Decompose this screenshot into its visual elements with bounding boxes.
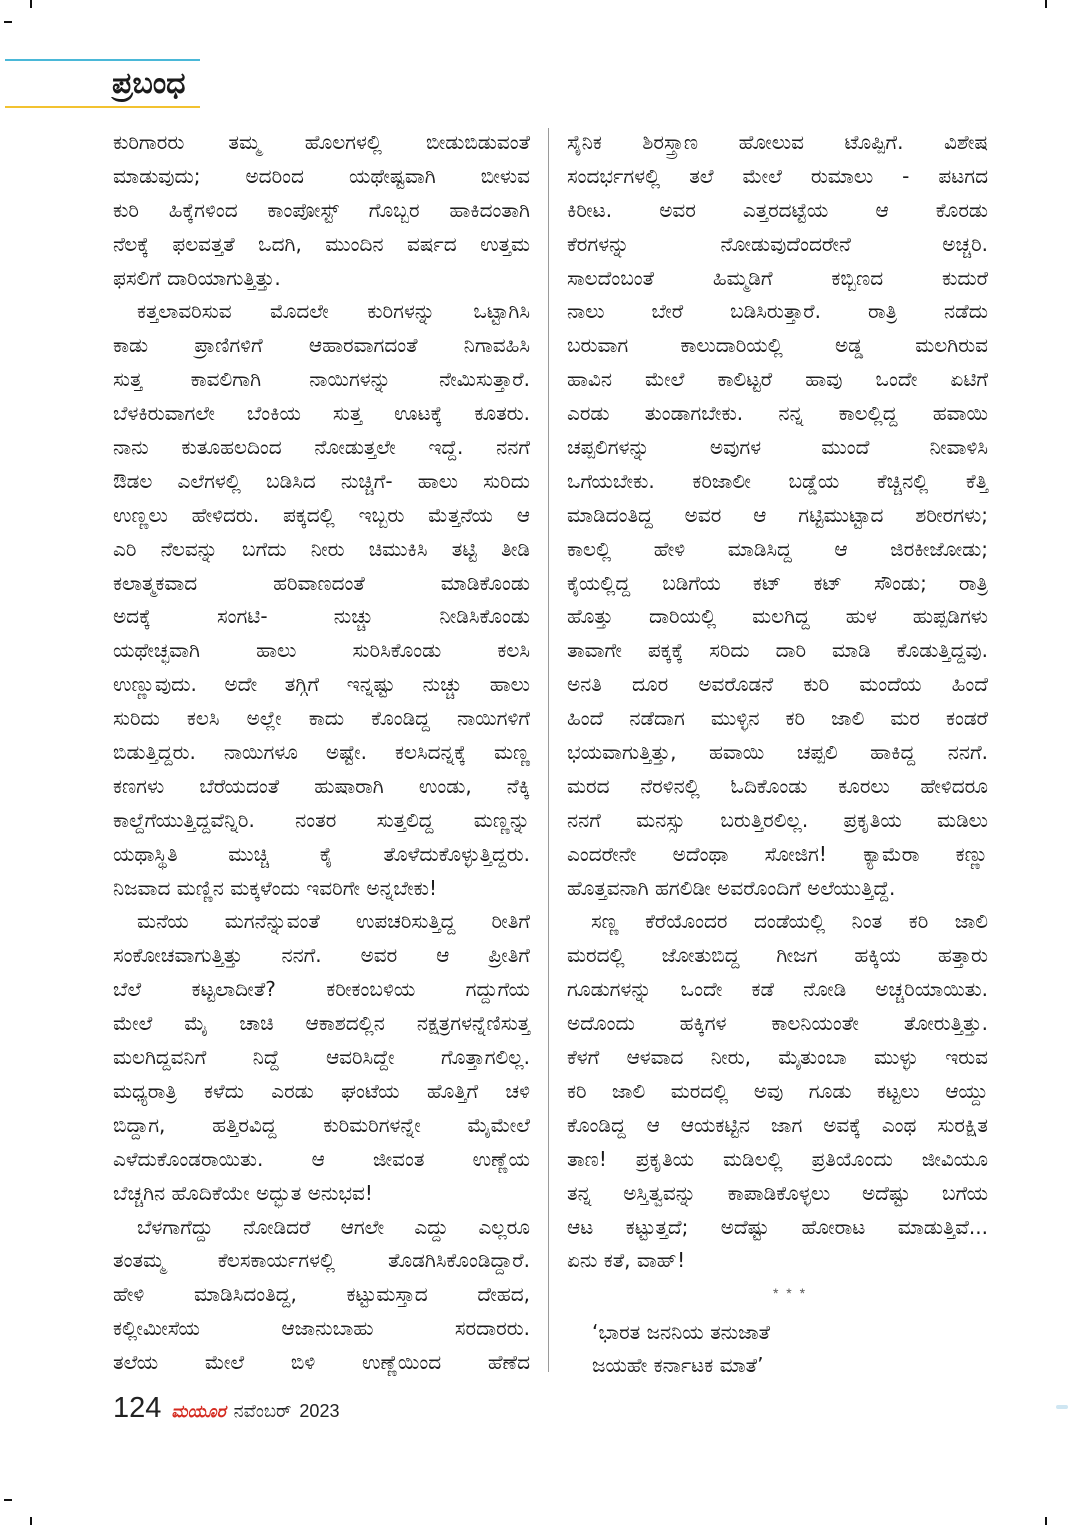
crop-mark-top-left-tick — [30, 0, 32, 8]
text-line: ಕಾಡು ಪ್ರಾಣಿಗಳಿಗೆ ಆಹಾರವಾಗದಂತೆ ನಿಗಾವಹಿಸಿ — [113, 333, 530, 358]
text-line: ಬಿದ್ದಾಗ, ಹತ್ತಿರವಿದ್ದ ಕುರಿಮರಿಗಳನ್ನೇ ಮೈಮೇಲೆ — [113, 1112, 530, 1137]
text-line: ಎಳೆದುಕೊಂಡರಾಯಿತು. ಆ ಜೀವಂತ ಉಣ್ಣೆಯ — [113, 1146, 530, 1171]
text-line: ಹೇಳಿ ಮಾಡಿಸಿದಂತಿದ್ದ, ಕಟ್ಟುಮಸ್ತಾದ ದೇಹದ, — [113, 1282, 530, 1307]
text-line: ಮನೆಯ ಮಗನೆನ್ನುವಂತೆ ಉಪಚರಿಸುತ್ತಿದ್ದ ರೀತಿಗೆ — [137, 909, 530, 934]
text-line: ಸುರಿದು ಕಲಸಿ ಅಲ್ಲೇ ಕಾದು ಕೊಂಡಿದ್ದ ನಾಯಿಗಳಿಗೆ — [113, 706, 530, 731]
text-line: ಮರದಲ್ಲಿ ಜೋತುಬಿದ್ದ ಗೀಜಗ ಹಕ್ಕಿಯ ಹತ್ತಾರು — [567, 943, 988, 968]
text-line: ನನಗೆ ಮನಸ್ಸು ಬರುತ್ತಿರಲಿಲ್ಲ. ಪ್ರಕೃತಿಯ ಮಡಿಲು — [567, 807, 988, 832]
paragraph — [113, 126, 530, 295]
paragraph — [113, 295, 530, 905]
quote-line: ಜಯಹೇ ಕರ್ನಾಟಕ ಮಾತೆ’ — [592, 1353, 764, 1377]
text-line: ಸಣ್ಣ ಕೆರೆಯೊಂದರ ದಂಡೆಯಲ್ಲಿ ನಿಂತ ಕರಿ ಜಾಲಿ — [591, 909, 988, 934]
closing-quote — [592, 1316, 982, 1382]
text-line: ಚಪ್ಪಲಿಗಳನ್ನು ಅವುಗಳ ಮುಂದೆ ನೀವಾಳಿಸಿ — [567, 435, 988, 460]
crop-mark-bottom-left — [4, 1499, 12, 1501]
paragraph — [567, 126, 988, 905]
text-line: ಸುತ್ತ ಕಾವಲಿಗಾಗಿ ನಾಯಿಗಳನ್ನು ನೇಮಿಸುತ್ತಾರೆ. — [113, 367, 530, 392]
text-line: ಒಗೆಯಬೇಕು. ಕರಿಜಾಲೀ ಬಡ್ಡೆಯ ಕೆಚ್ಚಿನಲ್ಲಿ ಕೆತ್ತಿ — [567, 468, 988, 493]
text-line: ಎಂದರೇನೇ ಅದೆಂಥಾ ಸೋಜಿಗ! ಕ್ಯಾಮೆರಾ ಕಣ್ಣು — [567, 841, 988, 866]
text-line: ಅದೊಂದು ಹಕ್ಕಿಗಳ ಕಾಲನಿಯಂತೇ ತೋರುತ್ತಿತ್ತು. — [567, 1011, 988, 1036]
text-line: ಕರಿ ಜಾಲಿ ಮರದಲ್ಲಿ ಅವು ಗೂಡು ಕಟ್ಟಲು ಆಯ್ದು — [567, 1078, 988, 1103]
text-line: ಫಸಲಿಗೆ ದಾರಿಯಾಗುತ್ತಿತ್ತು. — [113, 265, 281, 290]
page-footer — [113, 1392, 339, 1432]
crop-mark-bottom-left-tick — [30, 1517, 32, 1525]
text-line: ಮಧ್ಯರಾತ್ರಿ ಕಳೆದು ಎರಡು ಘಂಟೆಯ ಹೊತ್ತಿಗೆ ಚಳಿ — [113, 1078, 530, 1103]
text-line: ಬೆಳಗಾಗೆದ್ದು ನೋಡಿದರೆ ಆಗಲೇ ಎದ್ದು ಎಲ್ಲರೂ — [137, 1214, 530, 1239]
text-line: ಬೆಳಕಿರುವಾಗಲೇ ಬೆಂಕಿಯ ಸುತ್ತ ಊಟಕ್ಕೆ ಕೂತರು. — [113, 401, 530, 426]
quote-line: ‘ಭಾರತ ಜನನಿಯ ತನುಜಾತೆ — [592, 1320, 771, 1344]
text-line: ಮಾಡಿದಂತಿದ್ದ ಅವರ ಆ ಗಟ್ಟಿಮುಟ್ಟಾದ ಶರೀರಗಳು; — [567, 502, 988, 527]
paragraph — [567, 905, 988, 1278]
text-line: ಕಲ್ಲೀಮೀಸೆಯ ಆಜಾನುಬಾಹು ಸರದಾರರು. — [113, 1316, 530, 1341]
text-line: ತನ್ನ ಅಸ್ತಿತ್ವವನ್ನು ಕಾಪಾಡಿಕೊಳ್ಳಲು ಅದೆಷ್ಟು ಬಗೆಯ — [567, 1180, 988, 1205]
text-line: ಹಿಂದೆ ನಡೆದಾಗ ಮುಳ್ಳಿನ ಕರಿ ಜಾಲಿ ಮರ ಕಂಡರೆ — [567, 706, 988, 731]
text-line: ತಾವಾಗೇ ಪಕ್ಕಕ್ಕೆ ಸರಿದು ದಾರಿ ಮಾಡಿ ಕೊಡುತ್ತಿದ್ದವು. — [567, 638, 988, 663]
text-line: ನಾಲು ಬೇರೆ ಬಡಿಸಿರುತ್ತಾರೆ. ರಾತ್ರಿ ನಡೆದು — [567, 299, 988, 324]
article-column-right — [567, 126, 988, 1278]
text-line: ಸಾಲದೆಂಬಂತೆ ಹಿಮ್ಮಡಿಗೆ ಕಬ್ಬಿಣದ ಕುದುರೆ — [567, 265, 988, 290]
text-line: ಸಂದರ್ಭಗಳಲ್ಲಿ ತಲೆ ಮೇಲೆ ರುಮಾಲು - ಪಟಗದ — [567, 163, 988, 188]
text-line: ಕಿರೀಟ. ಅವರ ಎತ್ತರದಟ್ಟೆಯ ಆ ಕೊರಡು — [567, 197, 988, 222]
crop-mark-bottom-right-tick — [1045, 1517, 1047, 1525]
text-line: ಏನು ಕತೆ, ವಾಹ್! — [567, 1248, 686, 1273]
text-line: ಬಿಡುತ್ತಿದ್ದರು. ನಾಯಿಗಳೂ ಅಷ್ಟೇ. ಕಲಸಿದನ್ನಕ್ಕೆ ಮಣ್ಣ — [113, 740, 530, 765]
text-line: ಹಾವಿನ ಮೇಲೆ ಕಾಲಿಟ್ಟರೆ ಹಾವು ಒಂದೇ ಏಟಿಗೆ — [567, 367, 988, 392]
text-line: ನಾನು ಕುತೂಹಲದಿಂದ ನೋಡುತ್ತಲೇ ಇದ್ದೆ. ನನಗೆ — [113, 435, 530, 460]
crop-mark-top-right-tick — [1045, 0, 1047, 8]
text-line: ಕೆರಗಳನ್ನು ನೋಡುವುದೆಂದರೇನೆ ಅಚ್ಚರಿ. — [567, 231, 988, 256]
text-line: ಕೈಯಲ್ಲಿದ್ದ ಬಡಿಗೆಯ ಕಟ್ ಕಟ್ ಸೌಂಡು; ರಾತ್ರಿ — [567, 570, 988, 595]
text-line: ಬರುವಾಗ ಕಾಲುದಾರಿಯಲ್ಲಿ ಅಡ್ಡ ಮಲಗಿರುವ — [567, 333, 988, 358]
paragraph — [113, 1211, 530, 1380]
text-line: ಯಥೇಚ್ಛವಾಗಿ ಹಾಲು ಸುರಿಸಿಕೊಂಡು ಕಲಸಿ — [113, 638, 530, 663]
text-line: ಕೊಂಡಿದ್ದ ಆ ಆಯಕಟ್ಟಿನ ಜಾಗ ಅವಕ್ಕೆ ಎಂಥ ಸುರಕ್ಷಿತ — [567, 1112, 988, 1137]
text-line: ಕುರಿ ಹಿಕ್ಕೆಗಳಿಂದ ಕಾಂಪೋಸ್ಟ್ ಗೊಬ್ಬರ ಹಾಕಿದಂತಾಗಿ — [113, 197, 530, 222]
text-line: ಹೊತ್ತು ದಾರಿಯಲ್ಲಿ ಮಲಗಿದ್ದ ಹುಳ ಹುಪ್ಪಡಿಗಳು — [567, 604, 988, 629]
page-number: 124 — [113, 1392, 162, 1424]
text-line: ಕಾಲ್ದೆಗೆಯುತ್ತಿದ್ದವೆನ್ನಿರಿ. ನಂತರ ಸುತ್ತಲಿದ್ದ ಮಣ್ಣನ್ನು — [113, 807, 530, 832]
text-line: ಸೈನಿಕ ಶಿರಸ್ತ್ರಾಣ ಹೋಲುವ ಟೊಪ್ಪಿಗೆ. ವಿಶೇಷ — [567, 130, 988, 154]
text-line: ತಾಣ! ಪ್ರಕೃತಿಯ ಮಡಿಲಲ್ಲಿ ಪ್ರತಿಯೊಂದು ಜೀವಿಯೂ — [567, 1146, 988, 1171]
text-line: ಯಥಾಸ್ಥಿತಿ ಮುಚ್ಚಿ ಕೈ ತೊಳೆದುಕೊಳ್ಳುತ್ತಿದ್ದರು. — [113, 841, 530, 866]
column-divider — [548, 128, 549, 1372]
text-line: ಮೇಲೆ ಮೈ ಚಾಚಿ ಆಕಾಶದಲ್ಲಿನ ನಕ್ಷತ್ರಗಳನ್ನೆಣಿಸುತ್ತ — [113, 1011, 530, 1036]
text-line: ಮಲಗಿದ್ದವನಿಗೆ ನಿದ್ದೆ ಆವರಿಸಿದ್ದೇ ಗೊತ್ತಾಗಲಿಲ್ಲ. — [113, 1045, 530, 1070]
text-line: ಎರಡು ತುಂಡಾಗಬೇಕು. ನನ್ನ ಕಾಲಲ್ಲಿದ್ದ ಹವಾಯಿ — [567, 401, 988, 426]
article-column-left — [113, 126, 530, 1380]
text-line: ನೆಲಕ್ಕೆ ಫಲವತ್ತತೆ ಒದಗಿ, ಮುಂದಿನ ವರ್ಷದ ಉತ್ತಮ — [113, 231, 530, 256]
text-line: ಬೆಲೆ ಕಟ್ಟಲಾದೀತೆ? ಕರೀಕಂಬಳಿಯ ಗದ್ದುಗೆಯ — [113, 977, 530, 1002]
text-line: ಹೊತ್ತವನಾಗಿ ಹಗಲಿಡೀ ಅವರೊಂದಿಗೆ ಅಲೆಯುತ್ತಿದ್ದೆ. — [567, 875, 896, 900]
text-line: ತಲೆಯ ಮೇಲೆ ಬಿಳಿ ಉಣ್ಣೆಯಿಂದ ಹೆಣೆದ — [113, 1350, 530, 1375]
text-line: ಕಲಾತ್ಮಕವಾದ ಹರಿವಾಣದಂತೆ ಮಾಡಿಕೊಂಡು — [113, 570, 530, 595]
section-separator: * * * — [772, 1285, 808, 1301]
text-line: ಎರಿ ನೆಲವನ್ನು ಬಗೆದು ನೀರು ಚಿಮುಕಿಸಿ ತಟ್ಟಿ ತೀಡಿ — [113, 536, 530, 561]
text-line: ಆಟ ಕಟ್ಟುತ್ತದೆ; ಅದೆಷ್ಟು ಹೋರಾಟ ಮಾಡುತ್ತಿವೆ... — [567, 1214, 988, 1239]
text-line: ಮಾಡುವುದು; ಅದರಿಂದ ಯಥೇಷ್ಟವಾಗಿ ಬೀಳುವ — [113, 163, 530, 188]
issue-year: 2023 — [299, 1401, 340, 1421]
text-line: ಗೂಡುಗಳನ್ನು ಒಂದೇ ಕಡೆ ನೋಡಿ ಅಚ್ಚರಿಯಾಯಿತು. — [567, 977, 988, 1002]
paragraph — [113, 905, 530, 1210]
issue-month: ನವೆಂಬರ್ — [233, 1401, 292, 1422]
text-line: ಔಡಲ ಎಲೆಗಳಲ್ಲಿ ಬಡಿಸಿದ ನುಚ್ಚಿಗೆ- ಹಾಲು ಸುರಿದು — [113, 468, 530, 493]
edge-mark — [1056, 1405, 1068, 1409]
text-line: ಸಂಕೋಚವಾಗುತ್ತಿತ್ತು ನನಗೆ. ಅವರ ಆ ಪ್ರೀತಿಗೆ — [113, 943, 530, 968]
crop-mark-top-left — [4, 21, 12, 23]
text-line: ಭಯವಾಗುತ್ತಿತ್ತು, ಹವಾಯಿ ಚಪ್ಪಲಿ ಹಾಕಿದ್ದ ನನಗೆ. — [567, 740, 988, 765]
text-line: ಅನತಿ ದೂರ ಅವರೊಡನೆ ಕುರಿ ಮಂದೆಯ ಹಿಂದೆ — [567, 672, 988, 697]
text-line: ಕೆಳಗೆ ಆಳವಾದ ನೀರು, ಮೈತುಂಬಾ ಮುಳ್ಳು ಇರುವ — [567, 1045, 988, 1070]
text-line: ನಿಜವಾದ ಮಣ್ಣಿನ ಮಕ್ಕಳೆಂದು ಇವರಿಗೇ ಅನ್ನಬೇಕು! — [113, 875, 438, 900]
text-line: ಉಣ್ಣಲು ಹೇಳಿದರು. ಪಕ್ಕದಲ್ಲಿ ಇಬ್ಬರು ಮೆತ್ತನೆಯ ಆ — [113, 502, 530, 527]
magazine-logo: ಮಯೂರ — [171, 1402, 226, 1422]
header-rule-cyan — [5, 59, 200, 61]
text-line: ಕಾಲಲ್ಲಿ ಹೇಳಿ ಮಾಡಿಸಿದ್ದ ಆ ಜಿರಕೀಜೋಡು; — [567, 536, 988, 561]
section-title: ಪ್ರಬಂಧ — [112, 66, 186, 101]
header-rule-yellow — [5, 106, 200, 108]
text-line: ಕುರಿಗಾರರು ತಮ್ಮ ಹೊಲಗಳಲ್ಲಿ ಬೀಡುಬಿಡುವಂತೆ — [113, 130, 530, 154]
text-line: ಮರದ ನೆರಳಿನಲ್ಲಿ ಓದಿಕೊಂಡು ಕೂರಲು ಹೇಳಿದರೂ — [567, 773, 988, 798]
text-line: ತಂತಮ್ಮ ಕೆಲಸಕಾರ್ಯಗಳಲ್ಲಿ ತೊಡಗಿಸಿಕೊಂಡಿದ್ದಾರೆ. — [113, 1248, 530, 1273]
text-line: ಕತ್ತಲಾವರಿಸುವ ಮೊದಲೇ ಕುರಿಗಳನ್ನು ಒಟ್ಟಾಗಿಸಿ — [137, 299, 530, 324]
text-line: ಉಣ್ಣುವುದು. ಅದೇ ತಗ್ಗಿಗೆ ಇನ್ನಷ್ಟು ನುಚ್ಚು ಹಾಲು — [113, 672, 530, 697]
text-line: ಅದಕ್ಕೆ ಸಂಗಟಿ- ನುಚ್ಚು ನೀಡಿಸಿಕೊಂಡು — [113, 604, 530, 629]
text-line: ಕಣಗಳು ಬೆರೆಯದಂತೆ ಹುಷಾರಾಗಿ ಉಂಡು, ನೆಕ್ಕಿ — [113, 773, 530, 798]
text-line: ಬೆಚ್ಚಗಿನ ಹೊದಿಕೆಯೇ ಅದ್ಭುತ ಅನುಭವ! — [113, 1180, 373, 1205]
